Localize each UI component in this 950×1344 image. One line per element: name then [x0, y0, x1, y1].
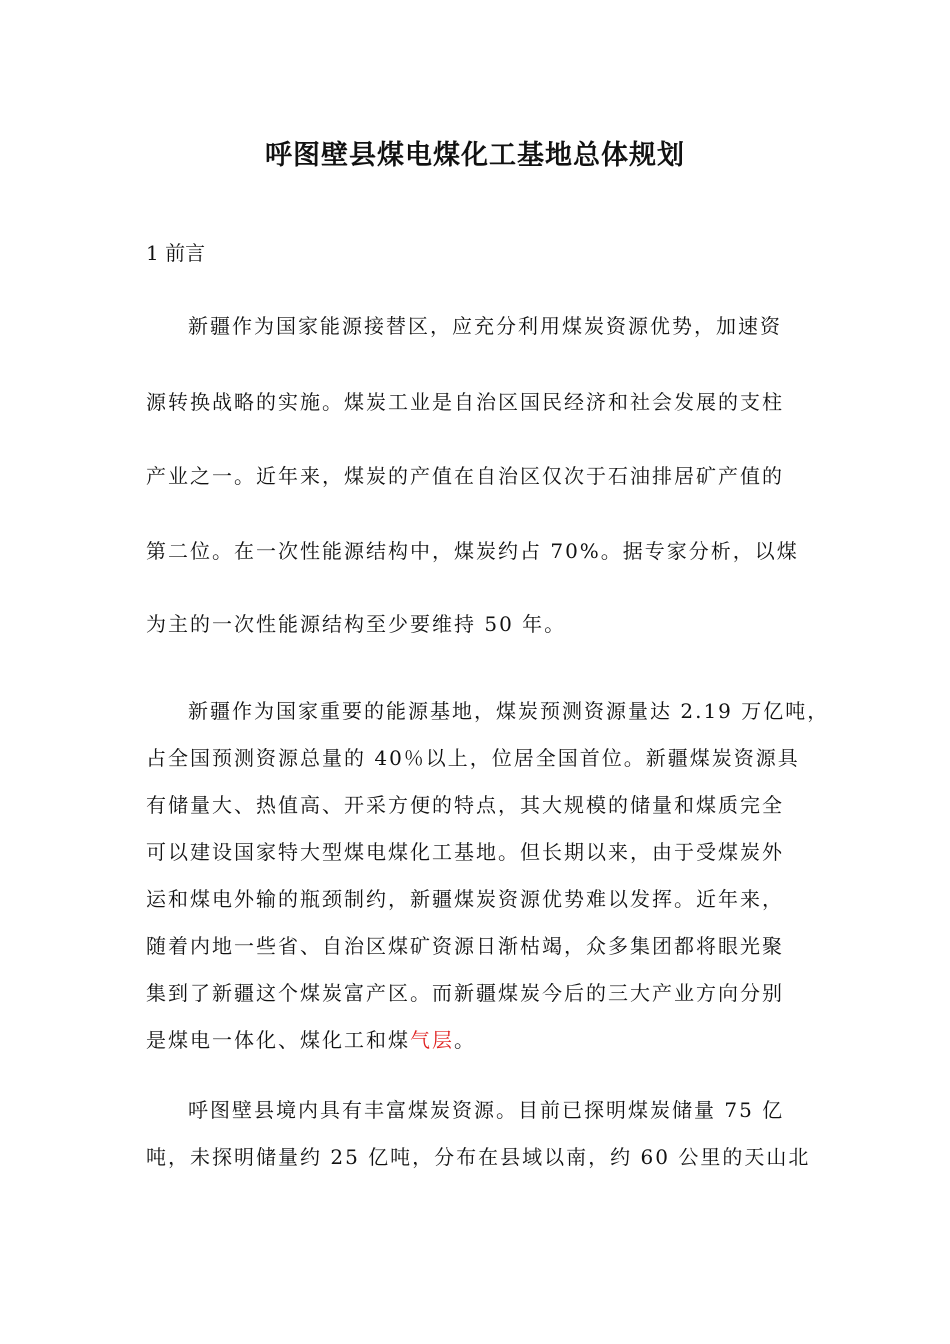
paragraph-2-line-3: 有储量大、热值高、开采方便的特点，其大规模的储量和煤质完全 [146, 793, 784, 817]
paragraph-3-line-2: 吨，未探明储量约 25 亿吨，分布在县域以南，约 60 公里的天山北 [146, 1145, 811, 1169]
paragraph-1-line-1: 新疆作为国家能源接替区，应充分利用煤炭资源优势，加速资 [188, 314, 782, 338]
paragraph-2-line-2: 占全国预测资源总量的 40％以上，位居全国首位。新疆煤炭资源具 [146, 746, 800, 770]
paragraph-2-line-8-text: 是煤电一体化、煤化工和煤 [146, 1028, 410, 1052]
paragraph-2-line-5: 运和煤电外输的瓶颈制约，新疆煤炭资源优势难以发挥。近年来， [146, 887, 784, 911]
paragraph-1-line-3: 产业之一。近年来，煤炭的产值在自治区仅次于石油排居矿产值的 [146, 464, 784, 488]
paragraph-1-line-2: 源转换战略的实施。煤炭工业是自治区国民经济和社会发展的支柱 [146, 390, 784, 414]
document-title: 呼图壁县煤电煤化工基地总体规划 [265, 140, 685, 171]
highlighted-text: 气层 [410, 1028, 454, 1052]
paragraph-2-line-6: 随着内地一些省、自治区煤矿资源日渐枯竭，众多集团都将眼光聚 [146, 934, 784, 958]
paragraph-1-line-5: 为主的一次性能源结构至少要维持 50 年。 [146, 612, 567, 636]
paragraph-2-line-8 [146, 1024, 476, 1053]
paragraph-2-line-1: 新疆作为国家重要的能源基地，煤炭预测资源量达 2.19 万亿吨， [188, 699, 830, 723]
paragraph-2-line-7: 集到了新疆这个煤炭富产区。而新疆煤炭今后的三大产业方向分别 [146, 981, 784, 1005]
paragraph-2-line-4: 可以建设国家特大型煤电煤化工基地。但长期以来，由于受煤炭外 [146, 840, 784, 864]
paragraph-1-line-4: 第二位。在一次性能源结构中，煤炭约占 70%。据专家分析，以煤 [146, 539, 799, 563]
section-heading: 1 前言 [146, 241, 206, 265]
paragraph-3-line-1: 呼图壁县境内具有丰富煤炭资源。目前已探明煤炭储量 75 亿 [188, 1098, 785, 1122]
paragraph-2-line-8-end: 。 [454, 1028, 476, 1052]
